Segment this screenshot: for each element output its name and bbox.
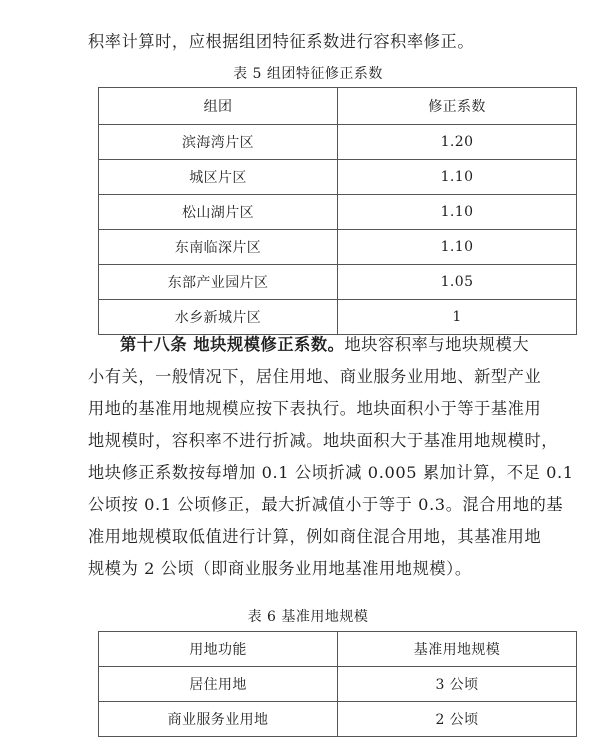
table-row	[99, 195, 577, 230]
table-row	[99, 265, 577, 300]
table5-cell-cohort: 松山湖片区	[99, 195, 338, 230]
table6-cell-size: 2 公顷	[338, 702, 577, 737]
article18-line-8: 规模为 2 公顷（即商业服务业用地基准用地规模）。	[88, 559, 472, 578]
table5-header-cohort: 组团	[99, 88, 338, 125]
table5-cell-coefficient: 1.20	[338, 125, 577, 160]
table6-caption: 表 6 基准用地规模	[247, 609, 369, 625]
table-row	[99, 230, 577, 265]
table5-cell-cohort: 水乡新城片区	[99, 300, 338, 335]
table5-cell-cohort: 城区片区	[99, 160, 338, 195]
article18-line-5: 地块修正系数按每增加 0.1 公顷折减 0.005 累加计算，不足 0.1	[88, 463, 574, 482]
table-row	[99, 160, 577, 195]
table5-cell-coefficient: 1.10	[338, 195, 577, 230]
table-row	[99, 667, 577, 702]
table5-cell-cohort: 东部产业园片区	[99, 265, 338, 300]
intro-paragraph: 积率计算时，应根据组团特征系数进行容积率修正。	[88, 32, 475, 51]
table5-caption: 表 5 组团特征修正系数	[233, 66, 383, 82]
table5-cell-cohort: 东南临深片区	[99, 230, 338, 265]
table5-header-row	[99, 88, 577, 125]
table-row	[99, 702, 577, 737]
article18-line-7: 准用地规模取低值进行计算，例如商住混合用地，其基准用地	[88, 527, 542, 546]
article18-line-6: 公顷按 0.1 公顷修正，最大折减值小于等于 0.3。混合用地的基	[88, 495, 564, 514]
article18-line-2: 小有关，一般情况下，居住用地、商业服务业用地、新型产业	[88, 367, 542, 386]
table5-cell-coefficient: 1.10	[338, 230, 577, 265]
table6-base-land-size	[98, 631, 577, 737]
table6-cell-size: 3 公顷	[338, 667, 577, 702]
table-row	[99, 125, 577, 160]
table5-cell-coefficient: 1	[338, 300, 577, 335]
article18-line-3: 用地的基准用地规模应按下表执行。地块面积小于等于基准用	[88, 399, 542, 418]
article18-line-1	[88, 329, 578, 361]
article18-line-4: 地规模时，容积率不进行折减。地块面积大于基准用地规模时，	[88, 431, 559, 450]
article18-heading: 第十八条 地块规模修正系数。	[120, 335, 345, 354]
table6-cell-function: 居住用地	[99, 667, 338, 702]
article18-text-1: 地块容积率与地块规模大	[344, 335, 530, 354]
table6-header-size: 基准用地规模	[338, 632, 577, 667]
table5-cohort-coefficients	[98, 87, 577, 335]
table6-header-row	[99, 632, 577, 667]
table6-cell-function: 商业服务业用地	[99, 702, 338, 737]
table5-cell-cohort: 滨海湾片区	[99, 125, 338, 160]
table6-header-function: 用地功能	[99, 632, 338, 667]
table5-header-coefficient: 修正系数	[338, 88, 577, 125]
table5-cell-coefficient: 1.10	[338, 160, 577, 195]
table5-cell-coefficient: 1.05	[338, 265, 577, 300]
